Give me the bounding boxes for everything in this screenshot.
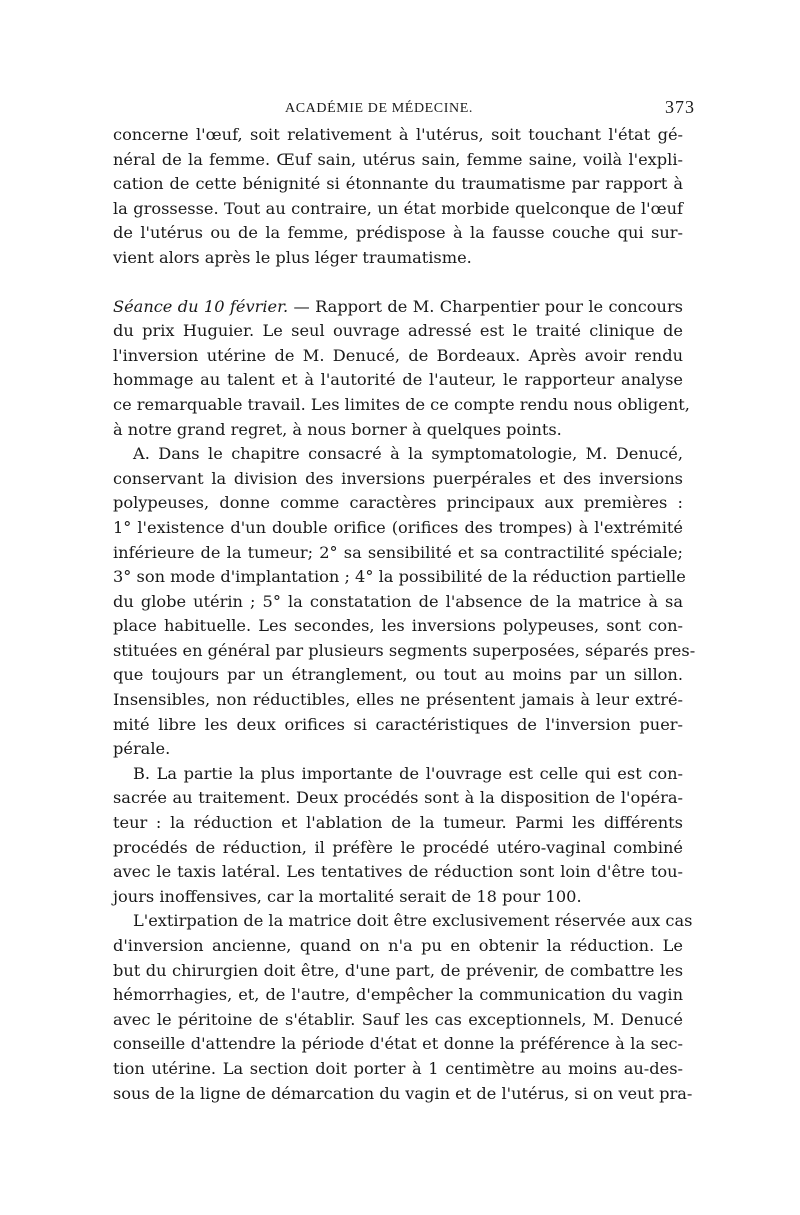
text-line: cation de cette bénignité si étonnante du traumatisme par rapport à [113, 174, 683, 194]
paragraph-continuation [113, 123, 683, 271]
text-line: néral de la femme. Œuf sain, utérus sain, femme saine, voilà l'expli- [113, 149, 683, 169]
session-text: — Rapport de M. Charpentier pour le concours [288, 296, 683, 316]
text-line: procédés de réduction, il préfère le procédé utéro-vaginal combiné [113, 837, 683, 857]
text-line: conservant la division des inversions puerpérales et des inversions [113, 468, 683, 488]
text-line-session [113, 295, 683, 320]
text-line: mité libre les deux orifices si caractéristiques de l'inversion puer- [113, 714, 683, 734]
paragraph-session-report [113, 295, 690, 443]
text-line: d'inversion ancienne, quand on n'a pu en obtenir la réduction. Le [113, 936, 683, 955]
text-line: jours inoffensives, car la mortalité serait de 18 pour 100. [113, 886, 582, 906]
text-line: pérale. [113, 739, 171, 759]
text-line: que toujours par un étranglement, ou tout au moins par un sillon. [113, 665, 683, 685]
text-line: inférieure de la tumeur; 2° sa sensibilité et sa contractilité spéciale; [113, 542, 683, 562]
text-line: but du chirurgien doit être, d'une part, de prévenir, de combattre les [113, 960, 683, 980]
text-line: hommage au talent et à l'autorité de l'auteur, le rapporteur analyse [113, 370, 683, 390]
text-line: L'extirpation de la matrice doit être exclusivement réservée aux cas [133, 911, 693, 931]
text-line: polypeuses, donne comme caractères principaux aux premières : [113, 493, 683, 513]
page-number: 373 [665, 97, 695, 117]
text-line: de l'utérus ou de la femme, prédispose à la fausse couche qui sur- [113, 223, 683, 243]
text-line: vient alors après le plus léger traumatisme. [113, 247, 472, 267]
text-line: teur : la réduction et l'ablation de la tumeur. Parmi les différents [113, 813, 683, 833]
text-line: A. Dans le chapitre consacré à la symptomatologie, M. Denucé, [133, 444, 683, 464]
text-line: l'inversion utérine de M. Denucé, de Bordeaux. Après avoir rendu [113, 345, 683, 365]
text-line: sous de la ligne de démarcation du vagin et de l'utérus, si on veut pra- [113, 1083, 693, 1103]
text-line: sacrée au traitement. Deux procédés sont à la disposition de l'opéra- [113, 788, 683, 808]
text-line: concerne l'œuf, soit relativement à l'utérus, soit touchant l'état gé- [113, 125, 683, 144]
paragraph-extirpation [113, 909, 693, 1106]
text-line: la grossesse. Tout au contraire, un état morbide quelconque de l'œuf [113, 198, 683, 218]
paragraph-section-a [113, 442, 696, 762]
text-line: du prix Huguier. Le seul ouvrage adressé est le traité clinique de [113, 321, 683, 341]
text-line: du globe utérin ; 5° la constatation de l'absence de la matrice à sa [113, 591, 683, 611]
running-title: ACADÉMIE DE MÉDECINE. [285, 101, 473, 116]
section-gap [113, 271, 683, 295]
running-header [113, 93, 695, 123]
book-page [113, 93, 696, 1106]
text-line: tion utérine. La section doit porter à 1 centimètre au moins au-des- [113, 1058, 683, 1078]
text-line: hémorrhagies, et, de l'autre, d'empêcher la communication du vagin [113, 985, 683, 1005]
text-line: ce remarquable travail. Les limites de ce compte rendu nous obligent, [113, 394, 690, 414]
text-line: à notre grand regret, à nous borner à quelques points. [113, 419, 562, 439]
text-line: B. La partie la plus importante de l'ouvrage est celle qui est con- [133, 763, 683, 783]
text-line: 3° son mode d'implantation ; 4° la possibilité de la réduction partielle [113, 567, 686, 587]
session-label: Séance du 10 février. [113, 296, 289, 316]
text-line: avec le taxis latéral. Les tentatives de réduction sont loin d'être tou- [113, 862, 683, 882]
text-line: stituées en général par plusieurs segments superposées, séparés pres- [113, 640, 696, 660]
text-line: Insensibles, non réductibles, elles ne présentent jamais à leur extré- [113, 690, 683, 710]
text-line: 1° l'existence d'un double orifice (orifices des trompes) à l'extrémité [113, 517, 683, 537]
text-line: conseille d'attendre la période d'état et donne la préférence à la sec- [113, 1034, 683, 1054]
text-line: avec le péritoine de s'établir. Sauf les cas exceptionnels, M. Denucé [113, 1009, 683, 1029]
paragraph-section-b [113, 762, 683, 910]
text-line: place habituelle. Les secondes, les inversions polypeuses, sont con- [113, 616, 683, 636]
